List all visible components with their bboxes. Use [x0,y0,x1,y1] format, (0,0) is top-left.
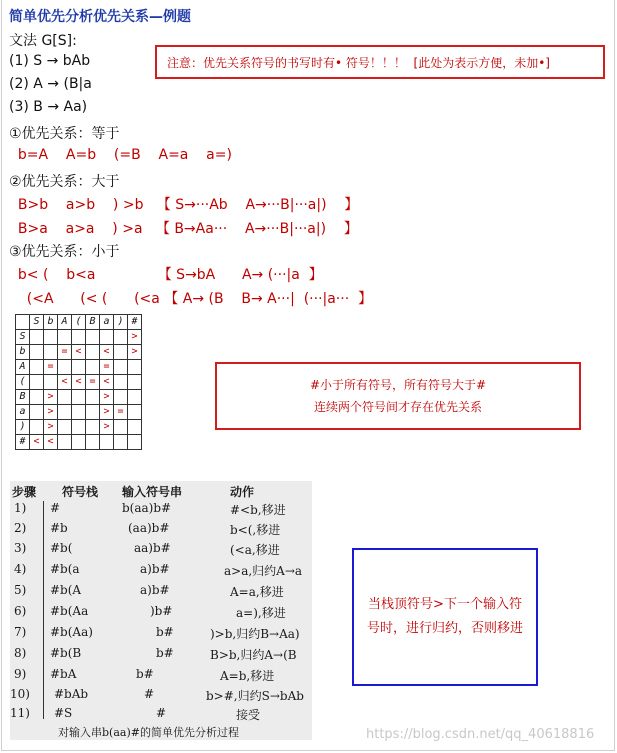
table-cell [30,360,44,375]
table-cell [58,435,72,450]
table-cell: > [128,330,142,345]
table-cell: < [100,345,114,360]
process-header-input: 输入符号串 [122,485,183,499]
table-header-cell [16,315,30,330]
table-cell [58,330,72,345]
table-cell [58,420,72,435]
analysis-process-image [10,481,312,740]
process-input: b# [136,667,154,681]
precedence-table [15,314,142,450]
greater-heading: ②优先关系：大于 [9,174,120,190]
table-header-cell: # [128,315,142,330]
table-cell [72,420,86,435]
table-cell [72,360,86,375]
process-action: 接受 [236,708,261,722]
process-step: 7) [14,625,27,639]
table-cell [72,390,86,405]
process-action: A=b,移进 [220,669,275,683]
page-title: 简单优先分析优先关系—例题 [9,9,191,25]
table-cell: = [100,360,114,375]
table-cell [44,345,58,360]
table-cell: S [16,330,30,345]
table-cell: > [44,420,58,435]
table-cell: < [100,375,114,390]
table-row [16,435,142,450]
process-step: 6) [14,604,27,618]
greater-relations-2: B>a a>a ) >a 【 B→Aa··· A→···B|···a|) 】 [9,221,358,237]
table-cell: # [16,435,30,450]
process-header-stack: 符号栈 [62,485,99,499]
process-step: 1) [14,501,27,515]
table-cell [30,420,44,435]
process-header-action: 动作 [230,485,255,499]
process-stack: # [50,501,61,515]
table-cell [58,360,72,375]
less-heading: ③优先关系：小于 [9,244,120,260]
table-cell: b [16,345,30,360]
table-row [16,360,142,375]
process-stack: #b(a [50,562,80,576]
table-row [16,390,142,405]
table-cell: = [58,345,72,360]
table-cell [30,405,44,420]
grammar-rule-2: (2) A → (B|a [9,76,92,92]
process-action: B>b,归约A→(B [210,648,297,662]
table-cell: < [72,345,86,360]
process-step: 11) [10,706,30,720]
less-relations-1: b< ( b<a 【 S→bA A→ (···|a 】 [9,267,323,283]
note-reduce-rule: 当栈顶符号>下一个输入符号时，进行归约，否则移进 [352,548,538,686]
table-cell [114,420,128,435]
table-cell [114,375,128,390]
table-cell [30,390,44,405]
table-cell [44,375,58,390]
process-stack: #b(A [50,583,82,597]
process-input: b(aa)b# [122,501,172,515]
table-cell: > [100,420,114,435]
table-cell [86,405,100,420]
table-cell: ( [16,375,30,390]
table-header-cell: ) [114,315,128,330]
table-cell [128,435,142,450]
table-header-cell: B [86,315,100,330]
table-row [16,420,142,435]
table-header-cell: a [100,315,114,330]
table-cell [114,435,128,450]
process-stack: #b [50,521,68,535]
process-action: )>b,归约B→Aa) [210,627,300,641]
table-row [10,541,312,561]
table-cell [114,330,128,345]
process-stack: #bA [50,667,77,681]
table-cell [114,360,128,375]
table-cell [114,390,128,405]
table-cell: < [58,375,72,390]
table-cell: ) [16,420,30,435]
process-action: a=),移进 [236,606,286,620]
process-step: 3) [14,541,27,555]
table-cell: > [44,390,58,405]
table-cell [44,330,58,345]
table-cell [128,405,142,420]
process-stack: #bAb [54,687,89,701]
table-header-cell: S [30,315,44,330]
table-cell [30,375,44,390]
process-action: #<b,移进 [230,503,286,517]
process-step: 2) [14,521,27,535]
table-cell: > [100,390,114,405]
process-action: a>a,归约A→a [224,564,303,578]
process-input: )b# [150,604,173,618]
table-cell: < [44,435,58,450]
table-row [10,583,312,603]
equal-heading: ①优先关系：等于 [9,126,120,142]
table-row [10,521,312,541]
equal-relations: b=A A=b (=B A=a a=) [9,147,232,163]
process-action: (<a,移进 [230,543,280,557]
table-row [10,501,312,521]
table-cell [72,435,86,450]
grammar-rule-1: (1) S → bAb [9,53,91,69]
table-cell [114,345,128,360]
process-action: b>#,归约S→bAb [206,689,304,703]
table-cell: = [44,360,58,375]
table-cell [128,420,142,435]
table-cell: B [16,390,30,405]
table-row [10,687,312,707]
table-cell: = [86,375,100,390]
process-input: # [144,687,155,701]
process-input: a)b# [140,583,170,597]
note-boundary-rules [215,362,581,430]
table-cell [58,390,72,405]
table-cell [58,405,72,420]
table-cell: A [16,360,30,375]
table-cell [30,330,44,345]
table-row [10,706,312,726]
table-cell [128,360,142,375]
grammar-header: 文法 G[S]: [9,33,77,49]
note-mid-line-1: #小于所有符号，所有符号大于# [309,378,487,392]
table-cell [86,420,100,435]
note-mid-line-2: 连续两个符号间才存在优先关系 [313,400,482,414]
process-step: 9) [14,667,27,681]
process-input: # [156,706,167,720]
table-row [10,625,312,645]
process-action: b<(,移进 [230,523,281,537]
table-cell [86,330,100,345]
process-input: a)b# [140,562,170,576]
table-row [10,562,312,582]
table-row [10,646,312,666]
table-row [16,375,142,390]
process-action: A=a,移进 [230,585,284,599]
process-stack: #S [54,706,73,720]
table-header-cell: ( [72,315,86,330]
process-step: 10) [10,687,30,701]
table-cell [72,330,86,345]
process-input: b# [156,646,174,660]
process-input: aa)b# [134,541,171,555]
table-cell [128,375,142,390]
watermark: https://blog.csdn.net/qq_40618816 [366,727,595,742]
table-row [16,330,142,345]
table-header-cell: b [44,315,58,330]
table-cell [128,390,142,405]
table-row [10,604,312,624]
table-row [10,667,312,687]
process-stack: #b(Aa [50,604,89,618]
table-cell: > [44,405,58,420]
process-step: 8) [14,646,27,660]
table-cell [100,330,114,345]
table-cell: < [72,375,86,390]
process-header-step: 步骤 [12,485,37,499]
table-header-row [16,315,142,330]
table-cell: < [30,435,44,450]
table-cell [86,360,100,375]
note-top: 注意：优先关系符号的书写时有• 符号！！！ [此处为表示方便，未加•] [155,45,605,79]
process-step: 5) [14,583,27,597]
table-cell [100,435,114,450]
table-cell: > [100,405,114,420]
process-caption: 对输入串b(aa)#的简单优先分析过程 [58,726,239,739]
table-cell: > [128,345,142,360]
table-header-cell: A [58,315,72,330]
process-stack: #b(Aa) [50,625,93,639]
greater-relations-1: B>b a>b ) >b 【 S→···Ab A→···B|···a|) 】 [9,197,359,213]
process-step: 4) [14,562,27,576]
table-cell [72,405,86,420]
grammar-rule-3: (3) B → Aa) [9,99,88,115]
table-cell [30,345,44,360]
process-input: (aa)b# [128,521,170,535]
table-cell [86,345,100,360]
table-row [16,405,142,420]
table-cell [86,435,100,450]
table-cell: a [16,405,30,420]
table-cell: = [114,405,128,420]
table-row [16,345,142,360]
less-relations-2: (<A (< ( (<a 【 A→ (B B→ A···| (···|a··· 】 [9,291,373,307]
table-cell [86,390,100,405]
process-stack: #b( [50,541,73,555]
process-input: b# [156,625,174,639]
process-header-row [10,483,312,503]
process-stack: #b(B [50,646,82,660]
